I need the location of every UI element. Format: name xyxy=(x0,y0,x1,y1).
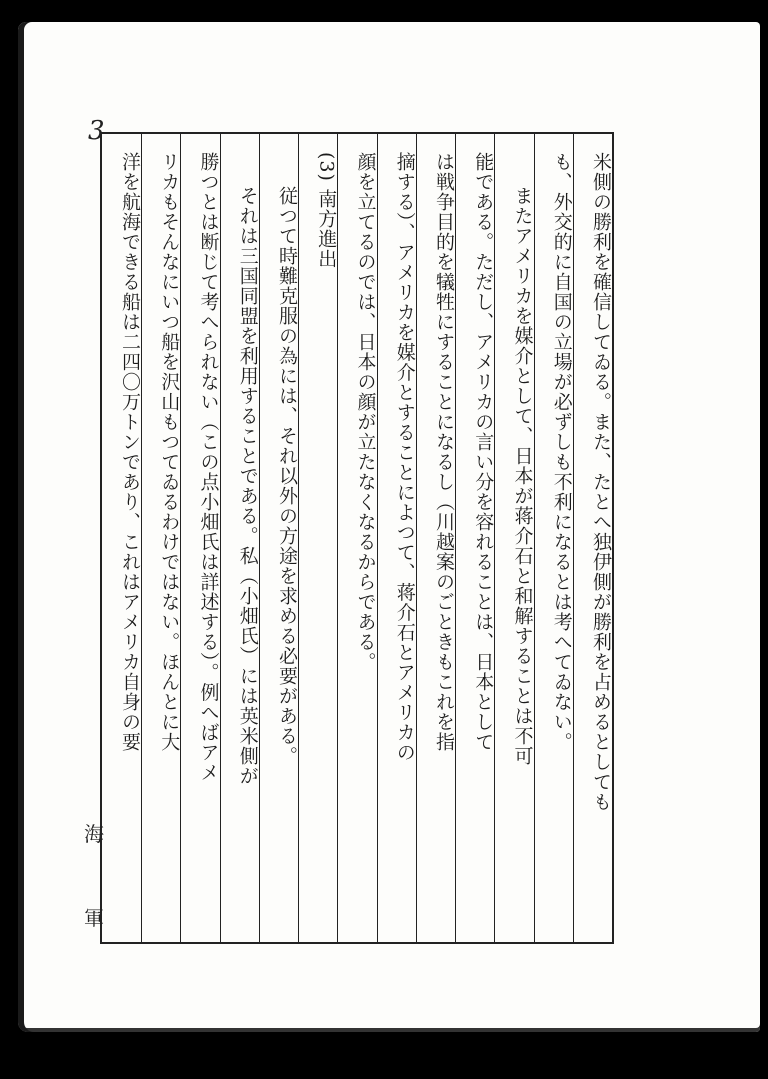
text-column: も、外交的に自国の立場が必ずしも不利になるとは考へてゐない。 xyxy=(534,134,573,942)
text-column: 洋を航海できる船は二四〇万トンであり、これはアメリカ自身の要 xyxy=(119,152,141,752)
manuscript-grid xyxy=(100,132,614,944)
text-column: 顔を立てるのでは、日本の顔が立たなくなるからである。 xyxy=(337,134,376,942)
text-column: またアメリカを媒介として、日本が蒋介石と和解することは不可 xyxy=(494,134,533,942)
text-column: リカもそんなにいつ船を沢山もつてゐるわけではない。ほんとに大 xyxy=(141,134,180,942)
section-heading: (3) 南方進出 xyxy=(298,134,337,942)
text-column: は戦争目的を犠牲にすることになるし（川越案のごときもこれを指 xyxy=(416,134,455,942)
margin-mark-military: 軍 xyxy=(84,906,104,930)
page-number: 3 xyxy=(88,116,105,146)
text-column: 摘する）、アメリカを媒介とすることによつて、蒋介石とアメリカの xyxy=(377,134,416,942)
text-column: 従つて時難克服の為には、それ以外の方途を求める必要がある。 xyxy=(259,134,298,942)
text-column: 米側の勝利を確信してゐる。また、たとへ独伊側が勝利を占めるとしても xyxy=(573,134,612,942)
text-column: 能である。ただし、アメリカの言い分を容れることは、日本として xyxy=(455,134,494,942)
margin-mark-navy: 海 xyxy=(84,822,104,846)
text-column: それは三国同盟を利用することである。私（小畑氏）には英米側が xyxy=(220,134,259,942)
text-column: 勝つとは断じて考へられない（この点小畑氏は詳述する）。例へばアメ xyxy=(180,134,219,942)
